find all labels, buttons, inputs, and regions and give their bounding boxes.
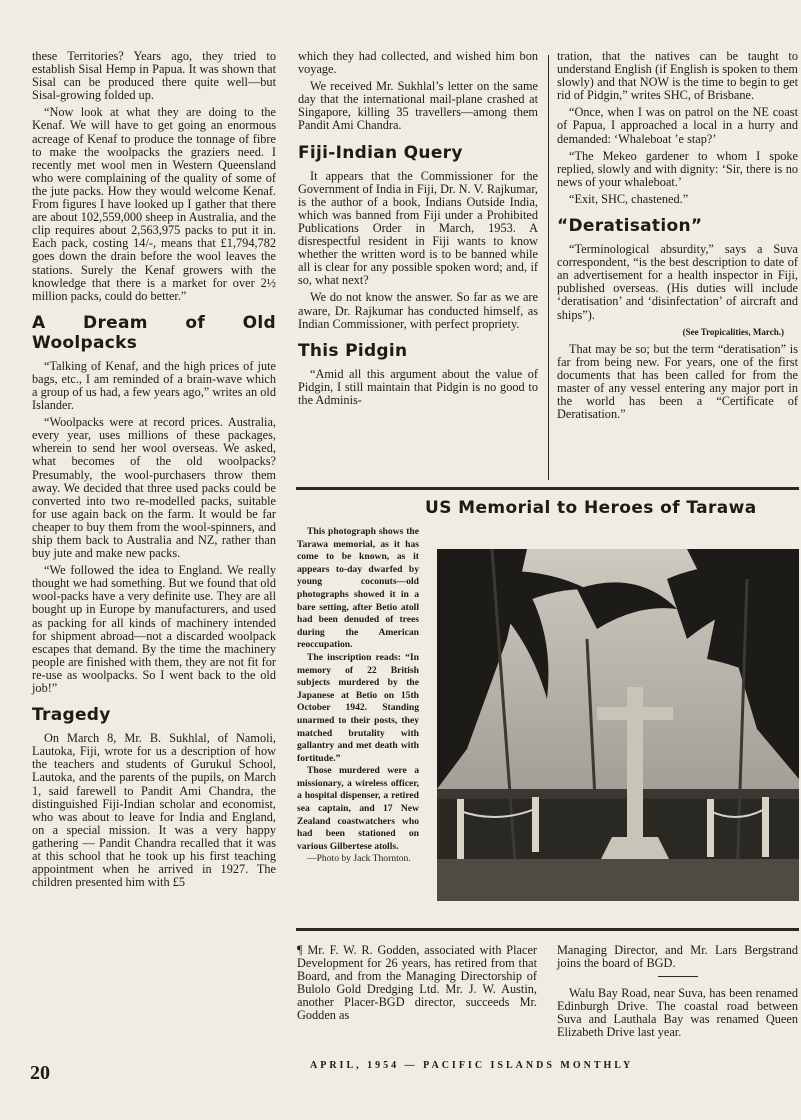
memorial-photo-illustration — [437, 549, 799, 901]
caption-paragraph: This photograph shows the Tarawa memorial, as it has come to be known, as it appears to-day dwarfed by young coconuts—old photographs showed it in a bare setting, after Betio atoll had been denuded of trees during the American reoccupation. — [297, 526, 419, 651]
paragraph: “Terminological absurdity,” says a Suva correspondent, “is the best description to date of an advertisement for a health inspector in Fiji, published overseas. (His duties will include ‘deratisation’ and ‘disinfectation’ of aircraft and ships”). — [557, 242, 798, 322]
column-divider — [548, 55, 549, 480]
paragraph: “Amid all this argument about the value of Pidgin, I still maintain that Pidgin is no good to the Adminis- — [298, 366, 538, 407]
paragraph: “Now look at what they are doing to the Kenaf. We will have to get going an enormous acreage of Kenaf to produce the tonnage of fibre to make the woolpacks the graziers need. I recently met wool men in Western Queensland who were complaining of the quality of some of the jute packs. How they would welcome Kenaf. From figures I have looked up I gather that there are about 102,559,000 sheep in Australia, and the clip requires about 2,563,975 packs to put it in. Each pack, costing 14/-, means that £1,794,782 goes down the drain before the wool leaves the stations. Surely the Kenaf growers with the knowledge that there is a market for over 2½ million packs, could do better.” — [32, 105, 276, 303]
paragraph: ¶ Mr. F. W. R. Godden, associated with Placer Development for 26 years, has retired from that Board, and from the Managing Directorship of Bulolo Gold Dredging Ltd. Mr. J. W. Austin, another Placer-BGD director, succeeds Mr. Godden as — [297, 943, 537, 1023]
section-heading-this-pidgin: This Pidgin — [298, 340, 408, 361]
caption-paragraph: The inscription reads: “In memory of 22 British subjects murdered by the Japanese at Betio on 15th October 1942. Standing unarmed to their posts, they matched brutality with gallantry and met death with fortitude.” — [297, 651, 419, 764]
page-number: 20 — [30, 1062, 50, 1084]
section-heading-fiji-indian-query: Fiji-Indian Query — [298, 142, 463, 163]
running-footer: APRIL, 1954 — PACIFIC ISLANDS MONTHLY — [310, 1060, 634, 1071]
paragraph: On March 8, Mr. B. Sukhlal, of Namoli, Lautoka, Fiji, wrote for us a description of how the teachers and students of Gurukul School, Lautoka, and the parents of the pupils, on March 1, said farewell to Pandit Ami Chandra, the distinguished Fiji-Indian scholar and economist, who was about to leave for India and England, on a special mission. It was a very happy gathering — Pandit Chandra recalled that it was at this school that he took up his first teaching appointment when he arrived in 1927. The children presented him with £5 — [32, 731, 276, 890]
paragraph: Walu Bay Road, near Suva, has been renamed Edinburgh Drive. The coastal road between Suva and Lauthala Bay was renamed Queen Elizabeth Drive last year. — [557, 986, 798, 1040]
paragraph: “Talking of Kenaf, and the high prices of jute bags, etc., I am reminded of a brain-wave which a group of us had, a few years ago,” writes an old Islander. — [32, 358, 276, 413]
paragraph: Managing Director, and Mr. Lars Bergstrand joins the board of BGD. — [557, 943, 798, 971]
paragraph: “We followed the idea to England. We really thought we had something. But we found that old wool-packs have a very definite use. They are all bought up in Europe by manufacturers, and used as packing for all kinds of machinery intended for shipment abroad—not a discarded woolpack escapes that demand. By the time the machinery people are finished with them, they are not fit for re-use as woolpacks. So I went back to the old job!” — [32, 563, 276, 696]
notes-right — [557, 944, 798, 1044]
paragraph: tration, that the natives can be taught to understand English (if English is spoken to them slowly) and that NOW is the time to begin to get rid of Pidgin,” writes SHC, of Brisbane. — [557, 49, 798, 103]
paragraph: “The Mekeo gardener to whom I spoke replied, slowly and with dignity: ‘Sir, there is no news of your whaleboat.’ — [557, 148, 798, 189]
source-note: (See Tropicalities, March.) — [682, 326, 784, 337]
section-rule-bottom — [296, 928, 799, 931]
column-3 — [557, 50, 798, 425]
paragraph: these Territories? Years ago, they tried to establish Sisal Hemp in Papua. It was shown that Sisal can be produced there quite well—but Sisal-growing folded up. — [32, 49, 276, 103]
photo-credit: —Photo by Jack Thornton. — [307, 853, 411, 865]
section-heading-tragedy: Tragedy — [32, 705, 111, 726]
paragraph: That may be so; but the term “deratisation” is far from being new. For years, one of the first documents that has been called for from the master of any vessel entering any major port in the world has been a “Certificate of Deratisation.” — [557, 341, 798, 422]
paragraph: “Woolpacks were at record prices. Australia, every year, uses millions of these packages, wherein to send her wool overseas. We asked, what becomes of the old woolpacks? Presumably, the wool-purchasers throw them away. We decided that three used packs could be converted into two re-modelled packs, suitable for use again back on the farm. It would be far cheaper to buy them from the wool-spinners, and ship them back to Australia and NZ, rather than buy jute and make new packs. — [32, 415, 276, 561]
note-godden — [297, 944, 537, 1027]
paragraph: We do not know the answer. So far as we are aware, Dr. Rajkumar has conducted himself, as Indian Commissioner, with perfect propriety. — [298, 290, 538, 331]
paragraph: “Once, when I was on patrol on the NE coast of Papua, I approached a local in a hurry and demanded: ‘Whaleboat ’e stap?’ — [557, 105, 798, 146]
paragraph: “Exit, SHC, chastened.” — [569, 191, 689, 206]
paragraph: which they had collected, and wished him bon voyage. — [298, 49, 538, 77]
paragraph: It appears that the Commissioner for the Government of India in Fiji, Dr. N. V. Rajkumar, is the author of a book, Indians Outside India, which was banned from Fiji under a Prohibited Publications Order in March, 1953. A disrespectful resident in Fiji wants to know whether the written word is to be banned while all is clear for any possible spoken word; and, if so, what next? — [298, 168, 538, 288]
column-1 — [32, 50, 276, 893]
photo-caption — [297, 526, 419, 866]
tarawa-memorial-photo — [437, 549, 799, 901]
section-heading-deratisation: “Deratisation” — [557, 216, 703, 237]
section-rule-top — [296, 487, 799, 490]
feature-title: US Memorial to Heroes of Tarawa — [425, 498, 757, 518]
section-heading-woolpacks: A Dream of Old Woolpacks — [32, 312, 276, 353]
caption-paragraph: Those murdered were a missionary, a wireless officer, a hospital dispenser, a retired sea captain, and 17 New Zealand coastwatchers who had been stationed on various Gilbertese atolls. — [297, 765, 419, 852]
column-2 — [298, 50, 538, 411]
divider — [658, 976, 698, 977]
paragraph: We received Mr. Sukhlal’s letter on the same day that the international mail-plane crashed at Singapore, killing 35 travellers—among them Pandit Ami Chandra. — [298, 79, 538, 133]
